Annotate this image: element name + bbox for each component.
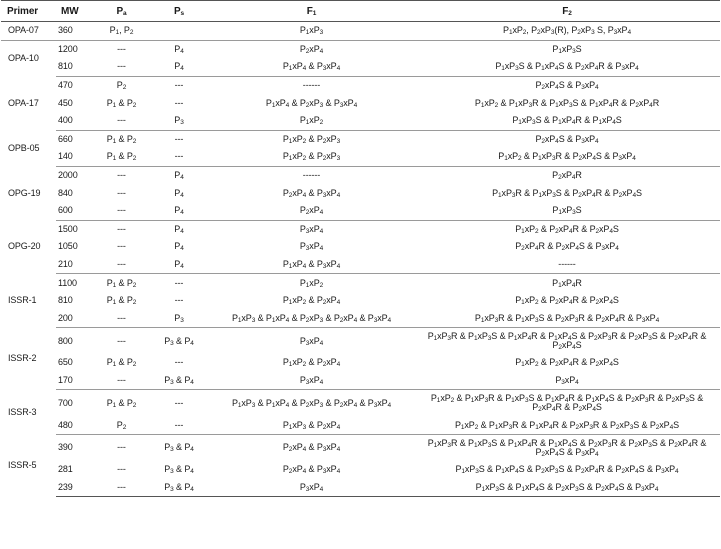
f1-cell: $P_3xP_4$ [299, 335, 324, 347]
pa-cell: --- [117, 335, 126, 346]
ps-cell: $P_3$ [149, 112, 209, 130]
mw-cell: 200 [56, 310, 94, 328]
f1-cell: $P_1xP_2$ & $P_2xP_3$ [282, 133, 341, 145]
ps-cell: $P_4$ [174, 170, 184, 182]
mw-cell: 660 [58, 133, 73, 144]
header-f2: $F_2$ [414, 1, 720, 22]
f2-cell: $P_1xP_4R$ [552, 277, 582, 289]
mw-cell: 470 [58, 80, 73, 91]
f1-cell: $P_1xP_2$ & $P_2xP_3$ [209, 148, 414, 166]
ps-cell: $P_4$ [149, 58, 209, 76]
f2-cell: $P_1xP_2$ & $P_2xP_4R$ & $P_2xP_4S$ [515, 357, 619, 369]
mw-cell: 390 [58, 442, 73, 453]
ps-cell: --- [174, 97, 184, 108]
pa-cell: $P_1$ & $P_2$ [106, 97, 137, 109]
f1-cell: $P_3xP_4$ [209, 478, 414, 496]
f1-cell: $P_3xP_4$ [299, 223, 324, 235]
table-row [1, 434, 720, 461]
primer-cell: ISSR-2 [8, 353, 37, 364]
table-row [1, 238, 720, 256]
mw-cell: 600 [56, 202, 94, 220]
f2-cell: $P_1xP_3S$ [414, 202, 720, 220]
f2-cell: $P_1xP_3S$ & $P_1xP_4S$ & $P_2xP_3S$ & $P_2xP_4S$ & $P_3xP_4$ [414, 478, 720, 496]
pa-cell: --- [94, 372, 149, 390]
table-body [1, 22, 720, 497]
pa-cell: --- [94, 58, 149, 76]
pa-cell: $P_1$ & $P_2$ [106, 397, 137, 409]
mw-cell: 1100 [58, 277, 77, 288]
primer-cell: OPG-19 [8, 187, 41, 198]
ps-cell: $P_4$ [149, 202, 209, 220]
table-row [1, 166, 720, 184]
f2-cell: $P_3xP_4$ [414, 372, 720, 390]
table-row [1, 416, 720, 434]
table-row [1, 112, 720, 130]
primer-cell: OPA-17 [8, 97, 39, 108]
ps-cell: --- [174, 295, 184, 306]
f2-cell: $P_1xP_3R$ & $P_1xP_3S$ & $P_1xP_4R$ & $P_1xP_4S$ & $P_2xP_3R$ & $P_2xP_3S$ & $P_2xP_4R$ & $P_2xP_4S$ & $P_3xP_4$ [427, 437, 707, 458]
table-row [1, 202, 720, 220]
table-row [1, 256, 720, 274]
pa-cell: --- [117, 442, 126, 453]
f2-cell: $P_2xP_4R$ [552, 170, 582, 182]
ps-cell [149, 22, 209, 41]
primer-cell: ISSR-5 [8, 459, 37, 470]
ps-cell: $P_3$ & $P_4$ [164, 464, 194, 476]
pa-cell: $P_2$ [94, 416, 149, 434]
table-row [1, 58, 720, 76]
header-primer: Primer [1, 1, 56, 22]
pa-cell: $P_1$, $P_2$ [94, 22, 149, 41]
f1-cell: $P_1xP_2$ [299, 277, 324, 289]
primer-cell: OPG-20 [8, 241, 41, 252]
pa-cell: --- [117, 170, 126, 181]
ps-cell: $P_3$ [149, 310, 209, 328]
f1-cell: $P_3xP_4$ [299, 241, 324, 253]
f1-cell: $P_2xP_4$ & $P_3xP_4$ [282, 442, 341, 454]
ps-cell: --- [174, 397, 184, 408]
ps-cell: $P_3$ & $P_4$ [149, 372, 209, 390]
pa-cell: --- [117, 241, 126, 252]
ps-cell: --- [174, 277, 184, 288]
f1-cell: $P_2xP_4$ & $P_3xP_4$ [282, 464, 341, 476]
f1-cell: ------ [302, 80, 321, 91]
ps-cell: $P_3$ & $P_4$ [164, 335, 194, 347]
f1-cell: $P_1xP_2$ [209, 112, 414, 130]
table-row [1, 390, 720, 417]
mw-cell: 450 [58, 97, 73, 108]
mw-cell: 140 [56, 148, 94, 166]
f2-cell: $P_1xP_3S$ [552, 43, 582, 55]
mw-cell: 800 [58, 335, 73, 346]
mw-cell: 480 [56, 416, 94, 434]
f1-cell: $P_1xP_3$ & $P_1xP_4$ & $P_2xP_3$ & $P_2xP_4$ & $P_3xP_4$ [209, 310, 414, 328]
mw-cell: 281 [58, 464, 73, 475]
ps-cell: --- [174, 357, 184, 368]
ps-cell: --- [174, 80, 184, 91]
primer-cell: ISSR-3 [8, 406, 37, 417]
f2-cell: $P_1xP_2$ & $P_1xP_3R$ & $P_1xP_4R$ & $P_2xP_3R$ & $P_2xP_3S$ & $P_2xP_4S$ [414, 416, 720, 434]
primer-cell: OPA-10 [8, 52, 39, 63]
table-row [1, 220, 720, 238]
f2-cell: ------ [414, 256, 720, 274]
table-row [1, 22, 720, 41]
f1-cell: $P_1xP_3$ [209, 22, 414, 41]
primer-cell: ISSR-1 [8, 295, 37, 306]
header-row [1, 1, 720, 22]
header-f1: $F_1$ [209, 1, 414, 22]
f2-cell: $P_1xP_3R$ & $P_1xP_3S$ & $P_1xP_4R$ & $P_1xP_4S$ & $P_2xP_3R$ & $P_2xP_3S$ & $P_2xP_4R$ & $P_2xP_4S$ [427, 331, 707, 352]
header-pa: $P_a$ [94, 1, 149, 22]
primer-cell: OPA-07 [1, 22, 56, 41]
f2-cell: $P_1xP_2$ & $P_2xP_4R$ & $P_2xP_4S$ [515, 223, 619, 235]
pa-cell: $P_1$ & $P_2$ [106, 357, 137, 369]
pa-cell: $P_1$ & $P_2$ [94, 148, 149, 166]
pa-cell: $P_1$ & $P_2$ [106, 277, 137, 289]
f2-cell: $P_2xP_4R$ & $P_2xP_4S$ & $P_3xP_4$ [515, 241, 619, 253]
mw-cell: 400 [56, 112, 94, 130]
mw-cell: 1500 [58, 223, 78, 234]
table-row [1, 328, 720, 355]
mw-cell: 170 [56, 372, 94, 390]
mw-cell: 1200 [58, 43, 78, 54]
table-row [1, 478, 720, 496]
pa-cell: --- [94, 112, 149, 130]
f1-cell: $P_2xP_4$ [209, 202, 414, 220]
f2-cell: $P_1xP_3S$ & $P_1xP_4R$ & $P_1xP_4S$ [414, 112, 720, 130]
f1-cell: $P_1xP_3$ & $P_2xP_4$ [209, 416, 414, 434]
table-row [1, 130, 720, 148]
ps-cell: --- [174, 133, 184, 144]
f1-cell: $P_1xP_2$ & $P_2xP_4$ [282, 295, 341, 307]
mw-cell: 810 [58, 295, 73, 306]
f1-cell: $P_1xP_3$ & $P_1xP_4$ & $P_2xP_3$ & $P_2xP_4$ & $P_3xP_4$ [231, 397, 392, 409]
pa-cell: $P_1$ & $P_2$ [106, 133, 137, 145]
f2-cell: $P_2xP_4S$ & $P_3xP_4$ [535, 80, 599, 92]
f1-cell: $P_1xP_4$ & $P_3xP_4$ [209, 256, 414, 274]
f1-cell: $P_1xP_4$ & $P_2xP_3$ & $P_3xP_4$ [265, 97, 358, 109]
f1-cell: $P_2xP_4$ [299, 43, 324, 55]
f2-cell: $P_1xP_3S$ & $P_1xP_4S$ & $P_2xP_3S$ & $P_2xP_4R$ & $P_2xP_4S$ & $P_3xP_4$ [455, 464, 679, 476]
table-row [1, 76, 720, 94]
primer-cell: OPB-05 [8, 142, 40, 153]
table-row [1, 40, 720, 58]
pa-cell: $P_2$ [116, 80, 127, 92]
ps-cell: --- [149, 416, 209, 434]
f1-cell: $P_3xP_4$ [209, 372, 414, 390]
pa-cell: --- [94, 478, 149, 496]
table-row [1, 372, 720, 390]
f1-cell: $P_1xP_2$ & $P_2xP_4$ [282, 357, 341, 369]
ps-cell: $P_4$ [174, 223, 184, 235]
header-ps: $P_s$ [149, 1, 209, 22]
mw-cell: 360 [56, 22, 94, 41]
f1-cell: $P_2xP_4$ & $P_3xP_4$ [282, 187, 341, 199]
table-row [1, 310, 720, 328]
pa-cell: --- [117, 187, 126, 198]
mw-cell: 1050 [58, 241, 78, 252]
f1-cell: $P_1xP_4$ & $P_3xP_4$ [209, 58, 414, 76]
table-row [1, 274, 720, 292]
pa-cell: --- [117, 43, 126, 54]
header-mw: MW [56, 1, 94, 22]
ps-cell: $P_4$ [149, 256, 209, 274]
pa-cell: --- [94, 256, 149, 274]
f2-cell: $P_1xP_3R$ & $P_1xP_3S$ & $P_2xP_3R$ & $P_2xP_4R$ & $P_3xP_4$ [414, 310, 720, 328]
table-row [1, 354, 720, 372]
marker-table [1, 0, 720, 497]
table-row [1, 184, 720, 202]
table-row [1, 461, 720, 479]
f2-cell: $P_1xP_2$ & $P_1xP_3R$ & $P_2xP_4S$ & $P_3xP_4$ [414, 148, 720, 166]
ps-cell: $P_4$ [174, 187, 184, 199]
f1-cell: ------ [302, 170, 321, 181]
pa-cell: --- [117, 464, 126, 475]
pa-cell: $P_1$ & $P_2$ [106, 295, 137, 307]
pa-cell: --- [94, 202, 149, 220]
table-row [1, 94, 720, 112]
f2-cell: $P_2xP_4S$ & $P_3xP_4$ [535, 133, 599, 145]
f2-cell: $P_1xP_2$ & $P_1xP_3R$ & $P_1xP_3S$ & $P_1xP_4R$ & $P_1xP_4S$ & $P_2xP_3R$ & $P_2xP_3S$ & $P_2xP_4R$ & $P_2xP_4S$ [430, 393, 704, 414]
f2-cell: $P_1xP_3R$ & $P_1xP_3S$ & $P_2xP_4R$ & $P_2xP_4S$ [492, 187, 642, 199]
mw-cell: 840 [58, 187, 73, 198]
table-row [1, 148, 720, 166]
pa-cell: --- [94, 310, 149, 328]
table-row [1, 292, 720, 310]
mw-cell: 2000 [58, 170, 78, 181]
ps-cell: $P_4$ [174, 43, 184, 55]
ps-cell: $P_3$ & $P_4$ [149, 478, 209, 496]
mw-cell: 239 [56, 478, 94, 496]
f2-cell: $P_1xP_3S$ & $P_1xP_4S$ & $P_2xP_4R$ & $P_3xP_4$ [414, 58, 720, 76]
ps-cell: $P_3$ & $P_4$ [164, 442, 194, 454]
f2-cell: $P_1xP_2$ & $P_1xP_3R$ & $P_1xP_3S$ & $P_1xP_4R$ & $P_2xP_4R$ [474, 97, 660, 109]
mw-cell: 700 [58, 397, 73, 408]
f2-cell: $P_1xP_2$ & $P_2xP_4R$ & $P_2xP_4S$ [515, 295, 619, 307]
mw-cell: 650 [58, 357, 73, 368]
mw-cell: 810 [56, 58, 94, 76]
pa-cell: --- [117, 223, 126, 234]
mw-cell: 210 [56, 256, 94, 274]
ps-cell: --- [149, 148, 209, 166]
f2-cell: $P_1xP_2$, $P_2xP_3(R)$, $P_2xP_3$ S, $P_3xP_4$ [414, 22, 720, 41]
ps-cell: $P_4$ [174, 241, 184, 253]
